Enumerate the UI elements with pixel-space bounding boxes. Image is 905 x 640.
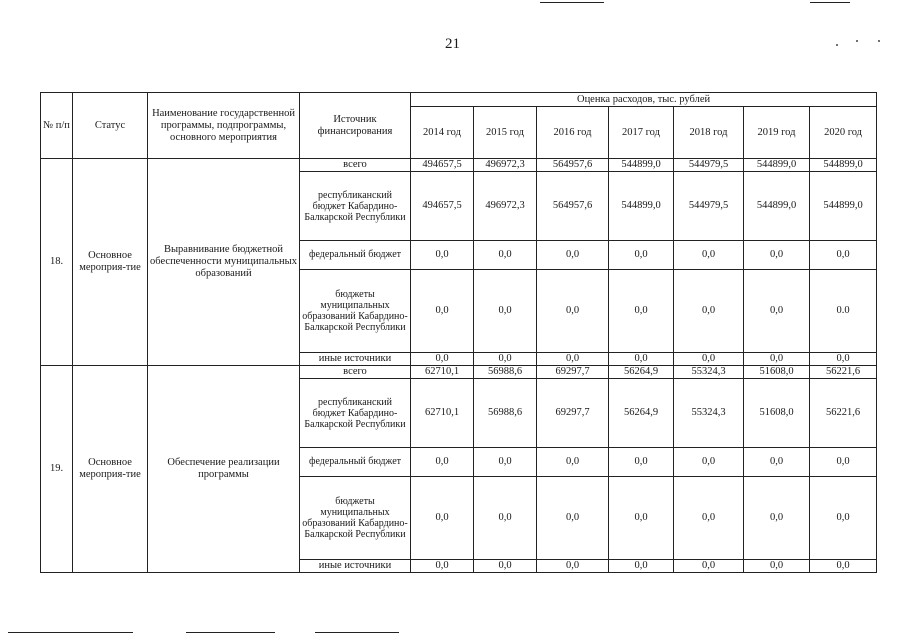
source-label: республиканский бюджет Кабардино-Балкарской Республики bbox=[300, 379, 411, 448]
row-name: Выравнивание бюджетной обеспеченности муниципальных образований bbox=[148, 159, 300, 366]
source-label: иные источники bbox=[300, 352, 411, 365]
value-cell: 0,0 bbox=[674, 269, 744, 352]
value-cell: 0,0 bbox=[810, 241, 877, 269]
value-cell: 564957,6 bbox=[537, 159, 609, 172]
value-cell: 0,0 bbox=[411, 448, 474, 476]
value-cell: 496972,3 bbox=[474, 159, 537, 172]
header-year: 2017 год bbox=[609, 107, 674, 159]
source-label: республиканский бюджет Кабардино-Балкарской Республики bbox=[300, 172, 411, 241]
value-cell: 0,0 bbox=[810, 559, 877, 572]
value-cell: 0,0 bbox=[411, 352, 474, 365]
value-cell: 0,0 bbox=[609, 269, 674, 352]
header-year: 2015 год bbox=[474, 107, 537, 159]
value-cell: 544979,5 bbox=[674, 172, 744, 241]
value-cell: 0,0 bbox=[537, 241, 609, 269]
value-cell: 0,0 bbox=[474, 559, 537, 572]
value-cell: 0,0 bbox=[609, 352, 674, 365]
value-cell: 544899,0 bbox=[609, 172, 674, 241]
value-cell: 0,0 bbox=[474, 448, 537, 476]
header-year: 2014 год bbox=[411, 107, 474, 159]
bottom-scan-line-2 bbox=[186, 632, 275, 633]
value-cell: 0,0 bbox=[474, 269, 537, 352]
page-number: 21 bbox=[445, 36, 460, 52]
value-cell: 544899,0 bbox=[744, 172, 810, 241]
bottom-scan-line-3 bbox=[315, 632, 399, 633]
value-cell: 0,0 bbox=[537, 448, 609, 476]
source-label: федеральный бюджет bbox=[300, 448, 411, 476]
value-cell: 0,0 bbox=[411, 476, 474, 559]
value-cell: 494657,5 bbox=[411, 159, 474, 172]
value-cell: 0,0 bbox=[474, 241, 537, 269]
value-cell: 0,0 bbox=[537, 352, 609, 365]
value-cell: 56988,6 bbox=[474, 379, 537, 448]
header-year: 2019 год bbox=[744, 107, 810, 159]
value-cell: 0,0 bbox=[537, 476, 609, 559]
value-cell: 56264,9 bbox=[609, 365, 674, 378]
top-scan-line-1 bbox=[540, 2, 604, 3]
value-cell: 494657,5 bbox=[411, 172, 474, 241]
value-cell: 56988,6 bbox=[474, 365, 537, 378]
source-label: всего bbox=[300, 365, 411, 378]
value-cell: 564957,6 bbox=[537, 172, 609, 241]
value-cell: 0,0 bbox=[537, 559, 609, 572]
header-estimate: Оценка расходов, тыс. рублей bbox=[411, 93, 877, 107]
value-cell: 69297,7 bbox=[537, 379, 609, 448]
row-status: Основное мероприя-тие bbox=[73, 159, 148, 366]
value-cell: 0,0 bbox=[411, 269, 474, 352]
header-source: Источник финансирования bbox=[300, 93, 411, 159]
value-cell: 69297,7 bbox=[537, 365, 609, 378]
header-year: 2016 год bbox=[537, 107, 609, 159]
budget-table bbox=[40, 92, 877, 573]
header-num: № п/п bbox=[41, 93, 73, 159]
value-cell: 0,0 bbox=[674, 352, 744, 365]
row-num: 18. bbox=[41, 159, 73, 366]
row-num: 19. bbox=[41, 365, 73, 572]
value-cell: 544899,0 bbox=[609, 159, 674, 172]
value-cell: 0,0 bbox=[674, 559, 744, 572]
value-cell: 0,0 bbox=[810, 476, 877, 559]
value-cell: 51608,0 bbox=[744, 379, 810, 448]
value-cell: 0,0 bbox=[609, 241, 674, 269]
value-cell: 0,0 bbox=[744, 352, 810, 365]
value-cell: 544899,0 bbox=[744, 159, 810, 172]
bottom-scan-line-1 bbox=[8, 632, 133, 633]
value-cell: 62710,1 bbox=[411, 379, 474, 448]
table-row bbox=[41, 365, 877, 378]
value-cell: 0,0 bbox=[744, 559, 810, 572]
value-cell: 0.0 bbox=[810, 269, 877, 352]
top-scan-line-2 bbox=[810, 2, 850, 3]
header-name: Наименование государственной программы, подпрограммы, основного мероприятия bbox=[148, 93, 300, 159]
value-cell: 62710,1 bbox=[411, 365, 474, 378]
value-cell: 544899,0 bbox=[810, 172, 877, 241]
row-status: Основное мероприя-тие bbox=[73, 365, 148, 572]
value-cell: 0,0 bbox=[537, 269, 609, 352]
value-cell: 0,0 bbox=[744, 269, 810, 352]
value-cell: 496972,3 bbox=[474, 172, 537, 241]
value-cell: 0,0 bbox=[744, 448, 810, 476]
value-cell: 0,0 bbox=[474, 352, 537, 365]
value-cell: 544979,5 bbox=[674, 159, 744, 172]
source-label: федеральный бюджет bbox=[300, 241, 411, 269]
value-cell: 0,0 bbox=[674, 241, 744, 269]
value-cell: 544899,0 bbox=[810, 159, 877, 172]
value-cell: 0,0 bbox=[674, 448, 744, 476]
row-name: Обеспечение реализации программы bbox=[148, 365, 300, 572]
source-label: иные источники bbox=[300, 559, 411, 572]
value-cell: 56221,6 bbox=[810, 379, 877, 448]
value-cell: 0,0 bbox=[609, 448, 674, 476]
value-cell: 0,0 bbox=[609, 476, 674, 559]
value-cell: 0,0 bbox=[744, 476, 810, 559]
value-cell: 0,0 bbox=[609, 559, 674, 572]
value-cell: 0,0 bbox=[810, 448, 877, 476]
source-label: бюджеты муниципальных образований Кабардино-Балкарской Республики bbox=[300, 269, 411, 352]
value-cell: 0,0 bbox=[674, 476, 744, 559]
header-year: 2020 год bbox=[810, 107, 877, 159]
value-cell: 0,0 bbox=[411, 241, 474, 269]
source-label: бюджеты муниципальных образований Кабардино-Балкарской Республики bbox=[300, 476, 411, 559]
value-cell: 51608,0 bbox=[744, 365, 810, 378]
value-cell: 56264,9 bbox=[609, 379, 674, 448]
value-cell: 56221,6 bbox=[810, 365, 877, 378]
source-label: всего bbox=[300, 159, 411, 172]
table-row bbox=[41, 159, 877, 172]
value-cell: 55324,3 bbox=[674, 379, 744, 448]
value-cell: 0,0 bbox=[474, 476, 537, 559]
header-year: 2018 год bbox=[674, 107, 744, 159]
value-cell: 0,0 bbox=[810, 352, 877, 365]
header-status: Статус bbox=[73, 93, 148, 159]
value-cell: 0,0 bbox=[411, 559, 474, 572]
value-cell: 0,0 bbox=[744, 241, 810, 269]
value-cell: 55324,3 bbox=[674, 365, 744, 378]
